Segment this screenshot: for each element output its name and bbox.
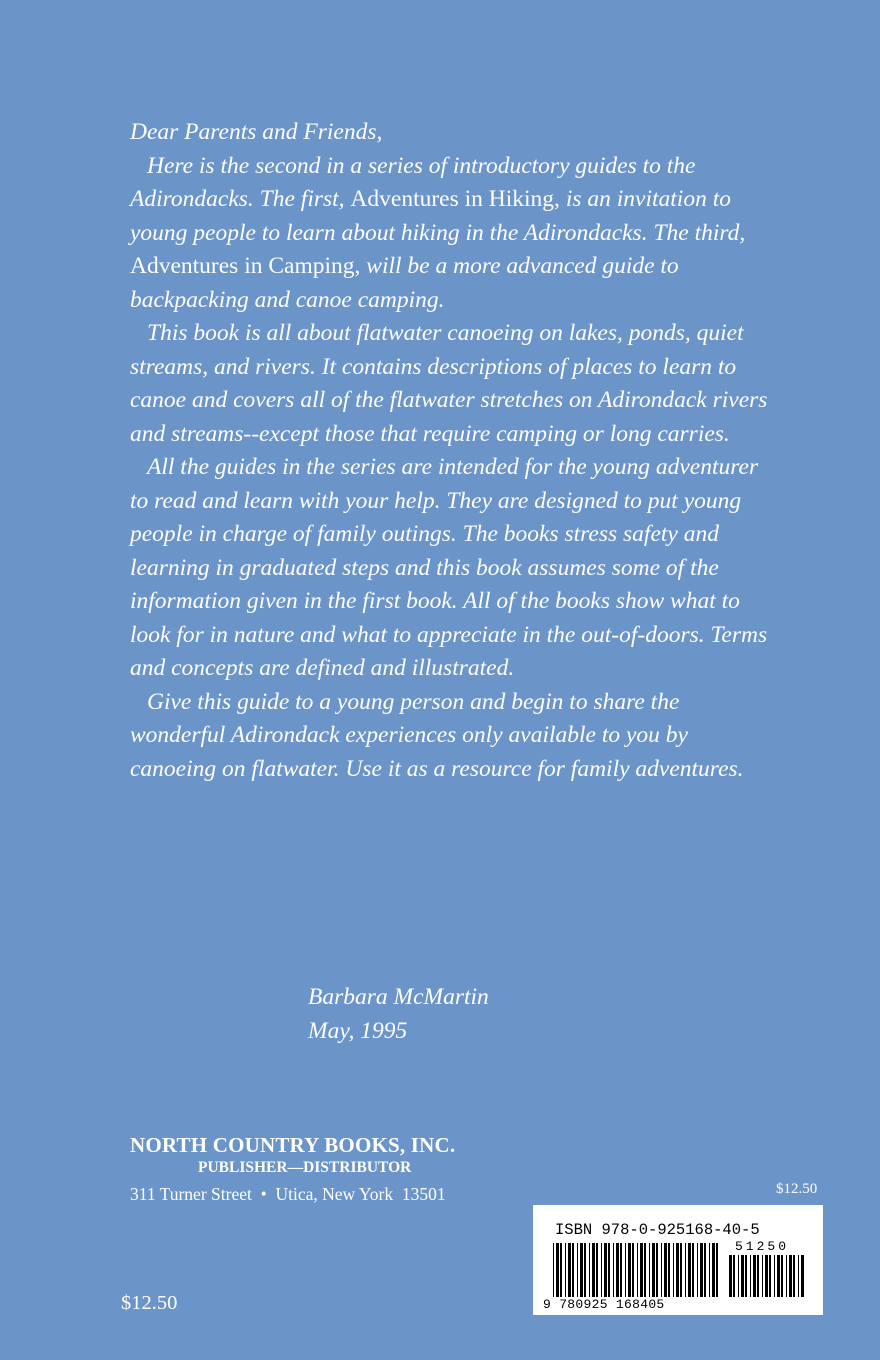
p1-text-b: is an invitation to young people to learn about hiking in the Adirondacks. The third, xyxy=(130,186,746,246)
isbn-barcode xyxy=(533,1205,823,1315)
barcode-digits: 9 780925 168405 xyxy=(543,1297,665,1312)
barcode-bar xyxy=(577,1243,578,1297)
letter-paragraph-2: This book is all about flatwater canoeing on lakes, ponds, quiet streams, and rivers. It contains descriptions of places to learn to canoe and covers all of the flatwater stretches on Adirondack rivers and streams--except those that require camping or long carries. xyxy=(130,320,768,447)
publisher-role: PUBLISHER—DISTRIBUTOR xyxy=(198,1159,412,1176)
barcode-bar xyxy=(745,1255,747,1297)
signature-name: Barbara McMartin xyxy=(308,984,489,1010)
barcode-bar xyxy=(676,1243,679,1297)
barcode-bar xyxy=(692,1243,694,1297)
barcode-bar xyxy=(688,1243,691,1297)
barcode-bar xyxy=(556,1243,559,1297)
letter-paragraph-1 xyxy=(130,150,770,318)
barcode-bar xyxy=(697,1243,698,1297)
price-label-large: $12.50 xyxy=(121,1292,178,1314)
barcode-bar xyxy=(604,1243,607,1297)
p1-text-c: will be a more advanced guide to backpacking and canoe camping. xyxy=(130,253,679,313)
barcode-bar xyxy=(565,1243,566,1297)
barcode-bars-main xyxy=(553,1243,723,1297)
barcode-bar xyxy=(753,1255,756,1297)
barcode-bar xyxy=(700,1243,703,1297)
letter-paragraph-3: All the guides in the series are intended for the young adventurer to read and learn with your help. They are designed to put young people in charge of family outings. The books stress safety and learning in graduated steps and this book assumes some of the information given in the first book. All of the books show what to look for in nature and what to appreciate in the out-of-doors. Terms and concepts are defined and illustrated. xyxy=(130,454,768,681)
barcode-bar xyxy=(640,1243,643,1297)
barcode-bar xyxy=(664,1243,667,1297)
publisher-address: 311 Turner Street • Utica, New York 13501 xyxy=(130,1184,446,1204)
barcode-bar xyxy=(632,1243,634,1297)
barcode-bar xyxy=(774,1255,775,1297)
barcode-bar xyxy=(733,1255,735,1297)
barcode-bar xyxy=(580,1243,583,1297)
barcode-bar xyxy=(628,1243,631,1297)
barcode-bar xyxy=(584,1243,586,1297)
barcode-bar xyxy=(712,1243,715,1297)
barcode-bar xyxy=(601,1243,602,1297)
back-cover-letter xyxy=(130,116,770,786)
book-title-hiking: Adventures in Hiking, xyxy=(350,186,560,212)
letter-paragraph-4: Give this guide to a young person and begin to share the wonderful Adirondack experiences only available to you by canoeing on flatwater. Use it as a resource for family adventures. xyxy=(130,688,744,782)
barcode-bar xyxy=(716,1243,718,1297)
barcode-bar xyxy=(738,1255,739,1297)
book-title-camping: Adventures in Camping, xyxy=(130,253,361,279)
barcode-bar xyxy=(801,1255,804,1297)
barcode-bar xyxy=(685,1243,686,1297)
barcode-bar xyxy=(649,1243,650,1297)
barcode-bar xyxy=(777,1255,780,1297)
barcode-bar xyxy=(781,1255,783,1297)
barcode-bar xyxy=(680,1243,682,1297)
barcode-bar xyxy=(661,1243,662,1297)
barcode-bar xyxy=(572,1243,574,1297)
publisher-name: NORTH COUNTRY BOOKS, INC. xyxy=(130,1133,456,1157)
barcode-bar xyxy=(656,1243,658,1297)
barcode-bar xyxy=(568,1243,571,1297)
barcode-bar xyxy=(793,1255,795,1297)
barcode-bar xyxy=(762,1255,763,1297)
barcode-bar xyxy=(765,1255,768,1297)
barcode-bar xyxy=(757,1255,759,1297)
barcode-bar xyxy=(625,1243,626,1297)
barcode-bar xyxy=(596,1243,598,1297)
barcode-bar xyxy=(560,1243,562,1297)
barcode-bar xyxy=(613,1243,614,1297)
barcode-bar xyxy=(729,1255,732,1297)
barcode-bar xyxy=(620,1243,622,1297)
barcode-bar xyxy=(652,1243,655,1297)
signature-date: May, 1995 xyxy=(308,1018,408,1044)
addon-digits: 51250 xyxy=(735,1239,790,1254)
barcode-bar xyxy=(637,1243,638,1297)
p1-text-a: Here is the second in a series of introductory guides to the Adirondacks. The first, xyxy=(130,152,696,212)
barcode-bars-addon xyxy=(729,1255,807,1297)
barcode-bar xyxy=(608,1243,610,1297)
barcode-bar xyxy=(750,1255,751,1297)
barcode-bar xyxy=(644,1243,646,1297)
isbn-text: ISBN 978-0-925168-40-5 xyxy=(555,1221,760,1239)
barcode-bar xyxy=(589,1243,590,1297)
barcode-bar xyxy=(789,1255,792,1297)
barcode-bar xyxy=(769,1255,771,1297)
barcode-bar xyxy=(709,1243,710,1297)
barcode-bar xyxy=(798,1255,799,1297)
price-label-small: $12.50 xyxy=(776,1181,818,1197)
barcode-bar xyxy=(741,1255,744,1297)
barcode-bar xyxy=(673,1243,674,1297)
letter-greeting: Dear Parents and Friends, xyxy=(130,119,383,145)
barcode-bar xyxy=(786,1255,787,1297)
barcode-bar xyxy=(616,1243,619,1297)
barcode-bar xyxy=(704,1243,706,1297)
barcode-bar xyxy=(592,1243,595,1297)
barcode-bar xyxy=(553,1243,554,1297)
barcode-bar xyxy=(668,1243,670,1297)
